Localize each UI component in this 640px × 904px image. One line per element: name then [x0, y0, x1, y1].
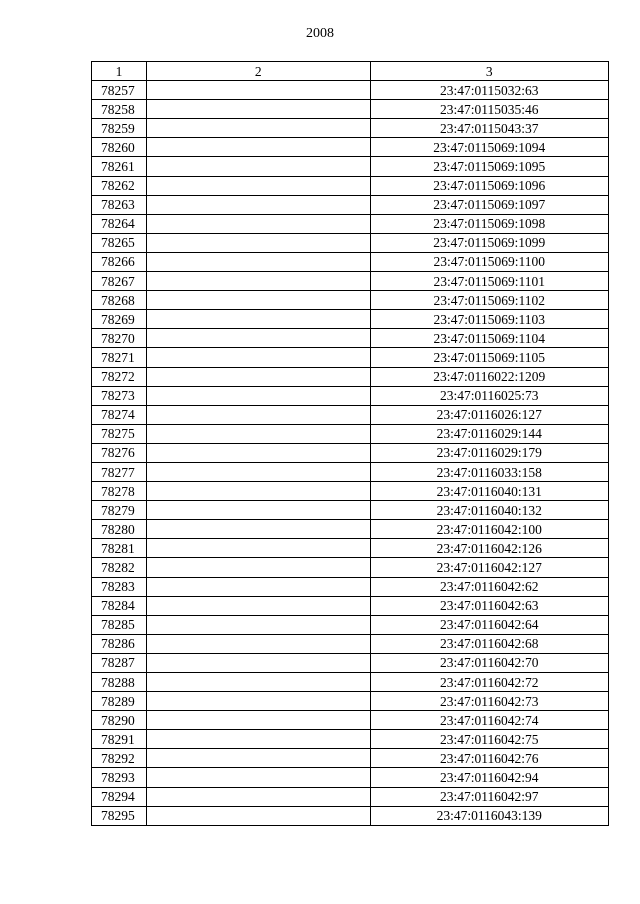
cadastral-number-cell: 23:47:0116042:74: [370, 711, 608, 730]
table-row: [92, 138, 609, 157]
table-row: [92, 462, 609, 481]
cadastral-number-cell: 23:47:0116042:62: [370, 577, 608, 596]
cadastral-number-cell: 23:47:0115069:1095: [370, 157, 608, 176]
table-row: [92, 386, 609, 405]
cadastral-number-cell: 23:47:0116043:139: [370, 806, 608, 825]
row-number-cell: 78262: [92, 176, 147, 195]
table-row: [92, 233, 609, 252]
table-row: [92, 577, 609, 596]
description-cell: [147, 711, 370, 730]
row-number-cell: 78287: [92, 653, 147, 672]
description-cell: [147, 501, 370, 520]
table-row: [92, 329, 609, 348]
column-header-2: 2: [147, 62, 370, 81]
cadastral-number-cell: 23:47:0116029:179: [370, 443, 608, 462]
table-row: [92, 653, 609, 672]
cadastral-number-cell: 23:47:0115069:1099: [370, 233, 608, 252]
column-header-1: 1: [92, 62, 147, 81]
description-cell: [147, 367, 370, 386]
row-number-cell: 78294: [92, 787, 147, 806]
cadastral-number-cell: 23:47:0116040:132: [370, 501, 608, 520]
description-cell: [147, 195, 370, 214]
row-number-cell: 78278: [92, 482, 147, 501]
description-cell: [147, 443, 370, 462]
description-cell: [147, 272, 370, 291]
cadastral-number-cell: 23:47:0116042:73: [370, 692, 608, 711]
table-row: [92, 596, 609, 615]
cadastral-number-cell: 23:47:0116042:72: [370, 673, 608, 692]
row-number-cell: 78257: [92, 81, 147, 100]
row-number-cell: 78271: [92, 348, 147, 367]
table-row: [92, 558, 609, 577]
table-header-row: [92, 62, 609, 81]
row-number-cell: 78291: [92, 730, 147, 749]
table-row: [92, 692, 609, 711]
row-number-cell: 78293: [92, 768, 147, 787]
cadastral-number-cell: 23:47:0116042:76: [370, 749, 608, 768]
row-number-cell: 78276: [92, 443, 147, 462]
row-number-cell: 78279: [92, 501, 147, 520]
column-header-3: 3: [370, 62, 608, 81]
cadastral-number-cell: 23:47:0115069:1094: [370, 138, 608, 157]
description-cell: [147, 806, 370, 825]
cadastral-number-cell: 23:47:0116042:127: [370, 558, 608, 577]
description-cell: [147, 405, 370, 424]
row-number-cell: 78281: [92, 539, 147, 558]
cadastral-number-cell: 23:47:0116022:1209: [370, 367, 608, 386]
cadastral-number-cell: 23:47:0116029:144: [370, 424, 608, 443]
row-number-cell: 78290: [92, 711, 147, 730]
row-number-cell: 78260: [92, 138, 147, 157]
cadastral-number-cell: 23:47:0115069:1098: [370, 214, 608, 233]
cadastral-number-cell: 23:47:0115043:37: [370, 119, 608, 138]
cadastral-number-cell: 23:47:0115069:1103: [370, 310, 608, 329]
table-row: [92, 768, 609, 787]
row-number-cell: 78286: [92, 634, 147, 653]
description-cell: [147, 214, 370, 233]
cadastral-number-cell: 23:47:0115069:1100: [370, 252, 608, 271]
row-number-cell: 78261: [92, 157, 147, 176]
table-body: [92, 81, 609, 826]
description-cell: [147, 673, 370, 692]
description-cell: [147, 252, 370, 271]
description-cell: [147, 634, 370, 653]
description-cell: [147, 310, 370, 329]
cadastral-number-cell: 23:47:0116033:158: [370, 462, 608, 481]
row-number-cell: 78258: [92, 100, 147, 119]
row-number-cell: 78277: [92, 462, 147, 481]
cadastral-number-cell: 23:47:0116040:131: [370, 482, 608, 501]
table-row: [92, 806, 609, 825]
row-number-cell: 78284: [92, 596, 147, 615]
cadastral-number-cell: 23:47:0115069:1104: [370, 329, 608, 348]
table-row: [92, 615, 609, 634]
table-row: [92, 711, 609, 730]
row-number-cell: 78274: [92, 405, 147, 424]
table-row: [92, 520, 609, 539]
description-cell: [147, 81, 370, 100]
table-row: [92, 405, 609, 424]
cadastral-number-cell: 23:47:0116042:75: [370, 730, 608, 749]
description-cell: [147, 577, 370, 596]
table-row: [92, 749, 609, 768]
table-row: [92, 424, 609, 443]
description-cell: [147, 787, 370, 806]
description-cell: [147, 157, 370, 176]
table-row: [92, 100, 609, 119]
table-row: [92, 252, 609, 271]
description-cell: [147, 558, 370, 577]
registry-table: [91, 61, 609, 826]
cadastral-number-cell: 23:47:0115035:46: [370, 100, 608, 119]
table-row: [92, 176, 609, 195]
description-cell: [147, 462, 370, 481]
description-cell: [147, 424, 370, 443]
description-cell: [147, 176, 370, 195]
table-row: [92, 482, 609, 501]
row-number-cell: 78273: [92, 386, 147, 405]
description-cell: [147, 233, 370, 252]
table-row: [92, 214, 609, 233]
description-cell: [147, 329, 370, 348]
description-cell: [147, 615, 370, 634]
table-row: [92, 443, 609, 462]
cadastral-number-cell: 23:47:0115069:1101: [370, 272, 608, 291]
description-cell: [147, 653, 370, 672]
row-number-cell: 78283: [92, 577, 147, 596]
row-number-cell: 78266: [92, 252, 147, 271]
row-number-cell: 78289: [92, 692, 147, 711]
description-cell: [147, 596, 370, 615]
description-cell: [147, 348, 370, 367]
page-number: 2008: [306, 26, 334, 41]
cadastral-number-cell: 23:47:0115069:1102: [370, 291, 608, 310]
table-row: [92, 310, 609, 329]
description-cell: [147, 730, 370, 749]
cadastral-number-cell: 23:47:0116042:97: [370, 787, 608, 806]
row-number-cell: 78259: [92, 119, 147, 138]
row-number-cell: 78267: [92, 272, 147, 291]
table-row: [92, 730, 609, 749]
description-cell: [147, 520, 370, 539]
row-number-cell: 78275: [92, 424, 147, 443]
row-number-cell: 78268: [92, 291, 147, 310]
cadastral-number-cell: 23:47:0115069:1096: [370, 176, 608, 195]
table-row: [92, 291, 609, 310]
row-number-cell: 78264: [92, 214, 147, 233]
table-row: [92, 195, 609, 214]
row-number-cell: 78270: [92, 329, 147, 348]
description-cell: [147, 138, 370, 157]
description-cell: [147, 291, 370, 310]
table-row: [92, 348, 609, 367]
table-row: [92, 539, 609, 558]
cadastral-number-cell: 23:47:0116042:64: [370, 615, 608, 634]
table-row: [92, 634, 609, 653]
description-cell: [147, 692, 370, 711]
table-row: [92, 367, 609, 386]
description-cell: [147, 768, 370, 787]
cadastral-number-cell: 23:47:0116042:63: [370, 596, 608, 615]
cadastral-number-cell: 23:47:0116042:94: [370, 768, 608, 787]
table-row: [92, 119, 609, 138]
description-cell: [147, 749, 370, 768]
cadastral-number-cell: 23:47:0116042:100: [370, 520, 608, 539]
row-number-cell: 78288: [92, 673, 147, 692]
row-number-cell: 78263: [92, 195, 147, 214]
row-number-cell: 78282: [92, 558, 147, 577]
row-number-cell: 78265: [92, 233, 147, 252]
cadastral-number-cell: 23:47:0116042:68: [370, 634, 608, 653]
cadastral-number-cell: 23:47:0116025:73: [370, 386, 608, 405]
description-cell: [147, 100, 370, 119]
table-row: [92, 272, 609, 291]
cadastral-number-cell: 23:47:0115032:63: [370, 81, 608, 100]
cadastral-number-cell: 23:47:0115069:1097: [370, 195, 608, 214]
description-cell: [147, 119, 370, 138]
cadastral-number-cell: 23:47:0116026:127: [370, 405, 608, 424]
cadastral-number-cell: 23:47:0116042:126: [370, 539, 608, 558]
row-number-cell: 78272: [92, 367, 147, 386]
row-number-cell: 78295: [92, 806, 147, 825]
table-row: [92, 787, 609, 806]
row-number-cell: 78292: [92, 749, 147, 768]
cadastral-number-cell: 23:47:0116042:70: [370, 653, 608, 672]
cadastral-number-cell: 23:47:0115069:1105: [370, 348, 608, 367]
description-cell: [147, 386, 370, 405]
table-row: [92, 673, 609, 692]
table-row: [92, 81, 609, 100]
table-row: [92, 157, 609, 176]
row-number-cell: 78280: [92, 520, 147, 539]
description-cell: [147, 539, 370, 558]
description-cell: [147, 482, 370, 501]
row-number-cell: 78269: [92, 310, 147, 329]
table-row: [92, 501, 609, 520]
row-number-cell: 78285: [92, 615, 147, 634]
